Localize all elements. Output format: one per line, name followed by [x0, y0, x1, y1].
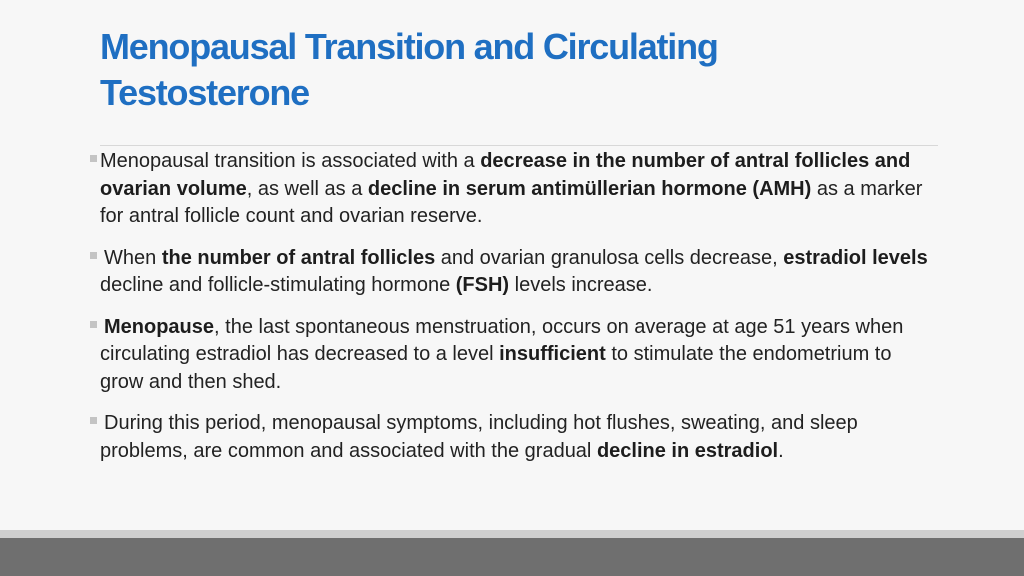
bullet-list: [100, 148, 940, 479]
bullet-1-seg-2: decrease in the number of antral follicles and ovarian volume: [100, 150, 911, 200]
bullet-4-seg-3: .: [778, 439, 784, 462]
bullet-item: [100, 314, 940, 397]
bullet-1-seg-1: Menopausal transition is associated with a: [100, 150, 481, 172]
bullet-2-seg-3: and ovarian granulosa cells decrease,: [435, 246, 784, 269]
bullet-4-seg-2: decline in estradiol: [596, 439, 779, 462]
footer-band: [0, 538, 1024, 576]
bullet-3-seg-3: insufficient: [499, 343, 606, 365]
title-divider: [100, 145, 938, 146]
slide-title: Menopausal Transition and Circulating Testosterone: [100, 26, 718, 113]
footer-accent-strip: [0, 530, 1024, 538]
bullet-1-seg-5: as a marker for antral follicle count and ovarian reserve.: [100, 177, 923, 227]
square-bullet-icon: [90, 417, 97, 424]
bullet-item: [100, 148, 940, 231]
bullet-2-seg-4: estradiol levels: [783, 246, 928, 269]
bullet-1-seg-3: , as well as a: [246, 177, 368, 200]
bullet-1-seg-4: decline in serum antimüllerian hormone (AMH): [367, 177, 812, 200]
bullet-2-seg-1: When: [104, 246, 162, 269]
bullet-3-seg-4: to stimulate the endometrium to grow and then shed.: [100, 343, 892, 393]
bullet-item: [100, 245, 940, 300]
bullet-2-seg-6: (FSH): [455, 274, 510, 296]
square-bullet-icon: [90, 252, 97, 259]
square-bullet-icon: [90, 155, 97, 162]
bullet-2-seg-7: levels increase.: [509, 274, 653, 296]
bullet-2-seg-2: the number of antral follicles: [161, 246, 436, 269]
bullet-3-seg-2: , the last spontaneous menstruation, occurs on average at age 51 years when circulating estradiol has decreased to a level: [100, 315, 904, 365]
bullet-4-seg-1: During this period, menopausal symptoms, including hot flushes, sweating, and sleep problems, are common and associated with the gradual: [100, 412, 858, 462]
bullet-item: [100, 410, 940, 465]
bullet-3-seg-1: Menopause: [104, 315, 215, 338]
square-bullet-icon: [90, 321, 97, 328]
bullet-2-seg-5: decline and follicle-stimulating hormone: [100, 274, 456, 296]
